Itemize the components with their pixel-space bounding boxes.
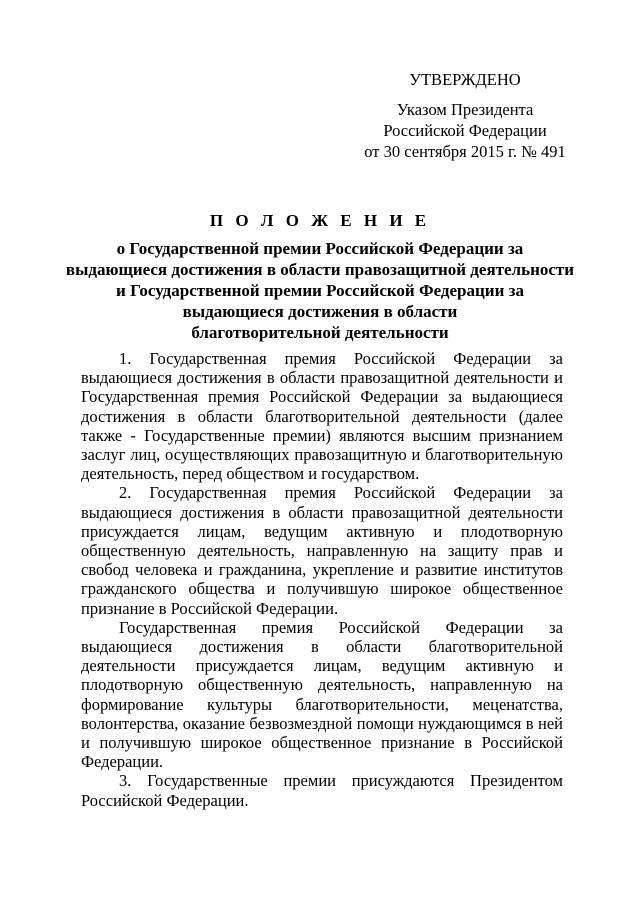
paragraph-2-continued: Государственная премия Российской Федерации за выдающиеся достижения в области благотворительной деятельности присуждается лицам, ведущим активную и плодотворную общественную деятельность, направленную на формирование культуры благотворительности, меценатства, волонтерства, оказание безвозмездной помощи нуждающимся в ней и получившую широкое общественное признание в Российской Федерации. bbox=[81, 617, 563, 772]
decree-line-1: Указом Президента bbox=[396, 100, 534, 119]
title-subtitle-line: о Государственной премии Российской Федерации за bbox=[116, 239, 524, 258]
document-title bbox=[60, 210, 580, 343]
title-subtitle-line: и Государственной премии Российской Федерации за bbox=[116, 281, 524, 300]
approval-block bbox=[340, 69, 590, 162]
title-subtitle-line: выдающиеся достижения в области bbox=[182, 302, 458, 321]
title-subtitle-line: выдающиеся достижения в области правозащитной деятельности bbox=[65, 260, 575, 279]
paragraph-2: 2. Государственная премия Российской Федерации за выдающиеся достижения в области правозащитной деятельности присуждается лицам, ведущим активную и плодотворную общественную деятельность, направленную на защиту прав и свобод человека и гражданина, укрепление и развитие институтов гражданского общества и получившую широкое общественное признание в Российской Федерации. bbox=[81, 483, 563, 618]
paragraph-3: 3. Государственные премии присуждаются Президентом Российской Федерации. bbox=[81, 771, 563, 810]
paragraph-1: 1. Государственная премия Российской Федерации за выдающиеся достижения в области правозащитной деятельности и Государственная премия Российской Федерации за выдающиеся достижения в области благотворительной деятельности (далее также - Государственные премии) являются высшим признанием заслуг лиц, осуществляющих правозащитную и благотворительную деятельность, перед обществом и государством. bbox=[81, 349, 563, 484]
decree-date: от 30 сентября 2015 г. № 491 bbox=[364, 142, 566, 161]
document-body bbox=[81, 349, 563, 810]
document-heading: П О Л О Ж Е Н И Е bbox=[209, 211, 431, 230]
title-subtitle-line: благотворительной деятельности bbox=[191, 323, 449, 342]
approved-stamp-text: УТВЕРЖДЕНО bbox=[409, 70, 521, 89]
decree-line-2: Российской Федерации bbox=[383, 121, 547, 140]
